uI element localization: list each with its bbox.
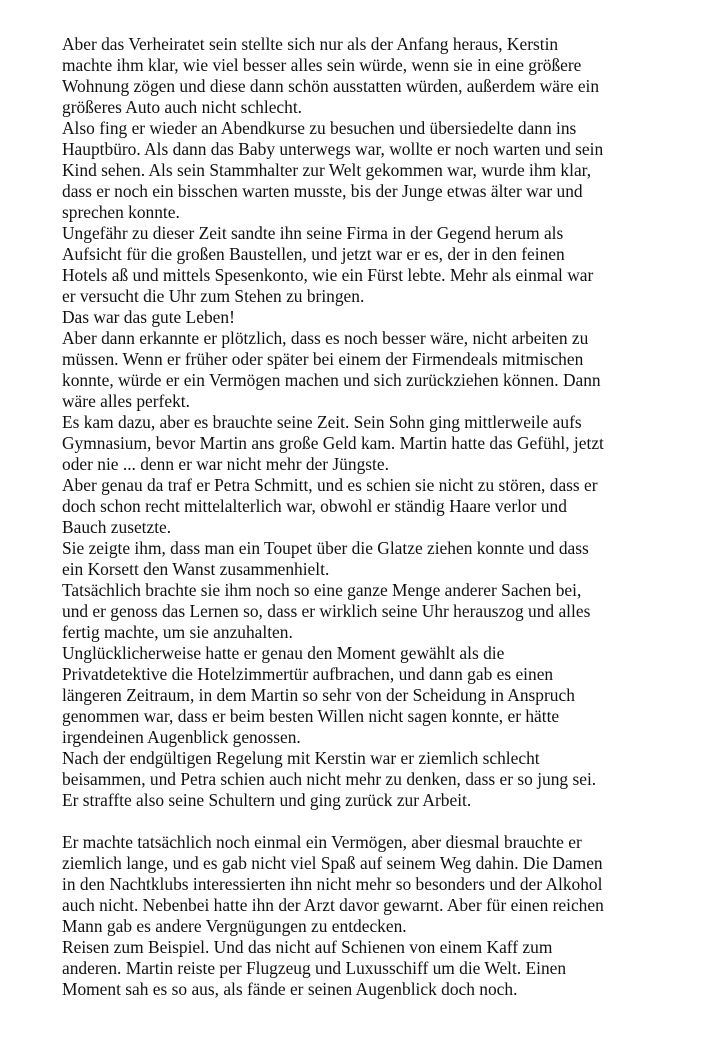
paragraph xyxy=(62,937,702,1000)
paragraph xyxy=(62,223,702,307)
text-line: Aufsicht für die großen Baustellen, und jetzt war er es, der in den feinen xyxy=(62,244,565,264)
text-line: Moment sah es so aus, als fände er seinen Augenblick doch noch. xyxy=(62,979,518,999)
paragraph xyxy=(62,748,702,811)
text-line: in den Nachtklubs interessierten ihn nicht mehr so besonders und der Alkohol xyxy=(62,874,603,894)
text-line: Also fing er wieder an Abendkurse zu besuchen und übersiedelte dann ins xyxy=(62,118,577,138)
text-line: Bauch zusetzte. xyxy=(62,517,172,537)
text-line: Es kam dazu, aber es brauchte seine Zeit. Sein Sohn ging mittlerweile aufs xyxy=(62,412,582,432)
text-line: wäre alles perfekt. xyxy=(62,391,190,411)
text-line: dass er noch ein bisschen warten musste, bis der Junge etwas älter war und xyxy=(62,181,583,201)
text-line: Aber genau da traf er Petra Schmitt, und es schien sie nicht zu stören, dass er xyxy=(62,475,598,495)
text-line: Reisen zum Beispiel. Und das nicht auf Schienen von einem Kaff zum xyxy=(62,937,553,957)
text-line: sprechen konnte. xyxy=(62,202,180,222)
paragraph-gap xyxy=(62,811,702,832)
text-line: Aber dann erkannte er plötzlich, dass es noch besser wäre, nicht arbeiten zu xyxy=(62,328,589,348)
paragraph xyxy=(62,580,702,643)
paragraph xyxy=(62,412,702,475)
text-line: müssen. Wenn er früher oder später bei einem der Firmendeals mitmischen xyxy=(62,349,584,369)
paragraph xyxy=(62,34,702,118)
text-line: Er straffte also seine Schultern und ging zurück zur Arbeit. xyxy=(62,790,472,810)
paragraph xyxy=(62,475,702,538)
text-line: und er genoss das Lernen so, dass er wirklich seine Uhr herauszog und alles xyxy=(62,601,591,621)
text-line: Wohnung zögen und diese dann schön ausstatten würden, außerdem wäre ein xyxy=(62,76,600,96)
text-line: er versucht die Uhr zum Stehen zu bringen. xyxy=(62,286,365,306)
text-line: Kind sehen. Als sein Stammhalter zur Welt gekommen war, wurde ihm klar, xyxy=(62,160,592,180)
text-line: Aber das Verheiratet sein stellte sich nur als der Anfang heraus, Kerstin xyxy=(62,34,559,54)
paragraph xyxy=(62,832,702,937)
text-line: längeren Zeitraum, in dem Martin so sehr von der Scheidung in Anspruch xyxy=(62,685,575,705)
text-line: Das war das gute Leben! xyxy=(62,307,235,327)
text-line: anderen. Martin reiste per Flugzeug und Luxusschiff um die Welt. Einen xyxy=(62,958,567,978)
text-line: ein Korsett den Wanst zusammenhielt. xyxy=(62,559,330,579)
text-line: doch schon recht mittelalterlich war, obwohl er ständig Haare verlor und xyxy=(62,496,567,516)
text-line: irgendeinen Augenblick genossen. xyxy=(62,727,301,747)
text-line: machte ihm klar, wie viel besser alles sein würde, wenn sie in eine größere xyxy=(62,55,582,75)
paragraph xyxy=(62,328,702,412)
text-line: Er machte tatsächlich noch einmal ein Vermögen, aber diesmal brauchte er xyxy=(62,832,582,852)
text-line: genommen war, dass er beim besten Willen nicht sagen konnte, er hätte xyxy=(62,706,560,726)
paragraph xyxy=(62,643,702,748)
text-line: Gymnasium, bevor Martin ans große Geld kam. Martin hatte das Gefühl, jetzt xyxy=(62,433,604,453)
text-line: Hauptbüro. Als dann das Baby unterwegs war, wollte er noch warten und sein xyxy=(62,139,604,159)
paragraph xyxy=(62,538,702,580)
text-line: Unglücklicherweise hatte er genau den Moment gewählt als die xyxy=(62,643,505,663)
text-line: Sie zeigte ihm, dass man ein Toupet über die Glatze ziehen konnte und dass xyxy=(62,538,589,558)
document-page xyxy=(62,34,702,1000)
text-line: konnte, würde er ein Vermögen machen und sich zurückziehen können. Dann xyxy=(62,370,601,390)
text-line: Ungefähr zu dieser Zeit sandte ihn seine Firma in der Gegend herum als xyxy=(62,223,564,243)
text-line: Nach der endgültigen Regelung mit Kerstin war er ziemlich schlecht xyxy=(62,748,540,768)
text-line: Tatsächlich brachte sie ihm noch so eine ganze Menge anderer Sachen bei, xyxy=(62,580,582,600)
text-line: Mann gab es andere Vergnügungen zu entdecken. xyxy=(62,916,407,936)
text-line: Hotels aß und mittels Spesenkonto, wie ein Fürst lebte. Mehr als einmal war xyxy=(62,265,594,285)
text-line: beisammen, und Petra schien auch nicht mehr zu denken, dass er so jung sei. xyxy=(62,769,597,789)
text-line: fertig machte, um sie anzuhalten. xyxy=(62,622,293,642)
text-line: oder nie ... denn er war nicht mehr der Jüngste. xyxy=(62,454,389,474)
text-line: ziemlich lange, und es gab nicht viel Spaß auf seinem Weg dahin. Die Damen xyxy=(62,853,603,873)
paragraph xyxy=(62,118,702,223)
text-line: Privatdetektive die Hotelzimmertür aufbrachen, und dann gab es einen xyxy=(62,664,554,684)
text-line: größeres Auto auch nicht schlecht. xyxy=(62,97,303,117)
paragraph xyxy=(62,307,702,328)
text-line: auch nicht. Nebenbei hatte ihn der Arzt davor gewarnt. Aber für einen reichen xyxy=(62,895,604,915)
